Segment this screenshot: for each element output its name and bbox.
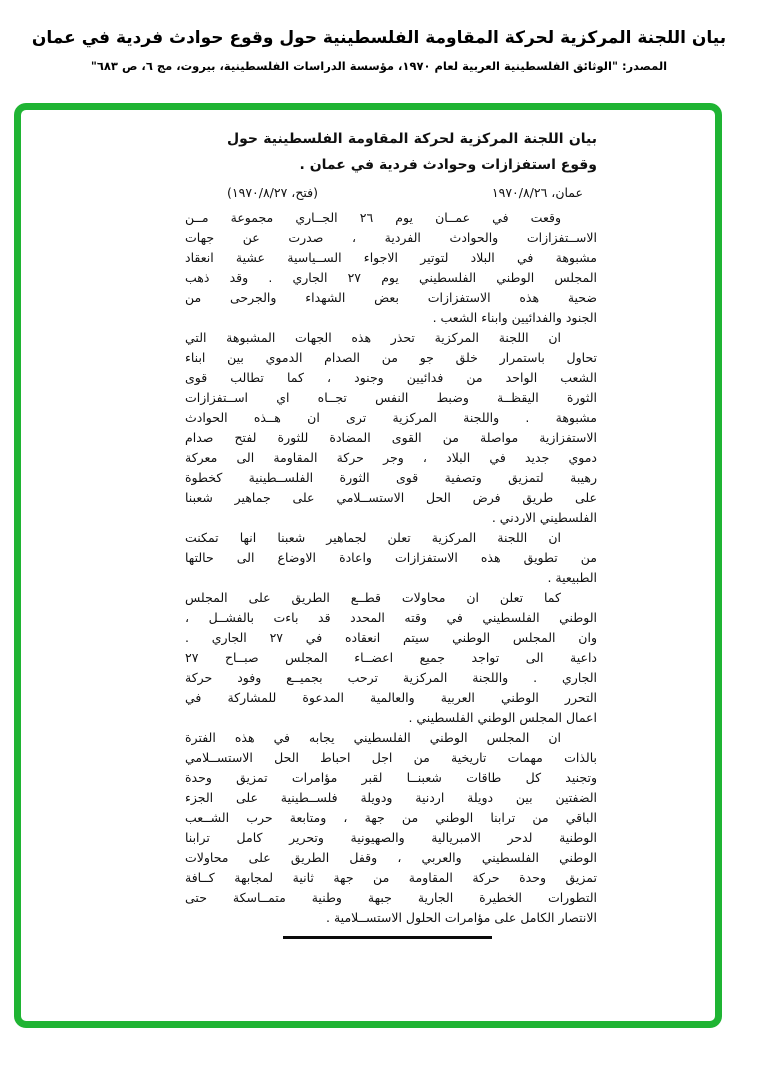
date-fatah: (فتح، ١٩٧٠/٨/٢٧) (227, 185, 319, 200)
page-title: بيان اللجنة المركزية لحركة المقاومة الفلسطينية حول وقوع حوادث فردية في عمان (31, 28, 727, 48)
text-line: الشعب الواحد من فدائيين وجنود ، كما تطالب قوى (185, 370, 597, 385)
date-line (185, 178, 597, 208)
text-line: رهيبة لتمزيق وتصفية قوى الثورة الفلســطينية كخطوة (185, 470, 597, 485)
text-line: مشبوهة . واللجنة المركزية ترى ان هــذه الحوادث (185, 410, 597, 425)
paragraph (185, 208, 597, 328)
text-line: اعمال المجلس الوطني الفلسطيني . (408, 710, 597, 725)
text-line: ان المجلس الوطني الفلسطيني يجابه في هذه الفترة (185, 730, 561, 745)
text-line: وقعت في عمــان يوم ٢٦ الجــاري مجموعة مــن (185, 210, 561, 225)
text-line: كما تعلن ان محاولات قطــع الطريق على المجلس (185, 590, 561, 605)
text-line: بالذات مهمات تاريخية من اجل احباط الحل الاستســلامي (185, 750, 597, 765)
paragraph (185, 728, 597, 928)
paragraph (185, 528, 597, 588)
text-line: الفلسطيني الاردني . (491, 510, 597, 525)
text-line: الاستفزازية مواصلة من القوى المضادة للثورة لفتح صدام (185, 430, 597, 445)
document-title (227, 126, 597, 178)
source-citation: المصدر: "الوثائق الفلسطينية العربية لعام ١٩٧٠، مؤسسة الدراسات الفلسطينية، بيروت، مج ٦، ص ٦٨٣" (90, 59, 668, 73)
text-line: الجنود والفدائيين وابناء الشعب . (432, 310, 597, 325)
end-of-document-rule (283, 936, 492, 939)
text-line: التحرر الوطني العربية والعالمية المدعوة للمشاركة في (185, 690, 597, 705)
text-line: الضفتين بين دويلة اردنية ودويلة فلســطينية على الجزء (185, 790, 597, 805)
page-header (0, 0, 758, 74)
text-line: ضحية هذه الاستفزازات بعض الشهداء والجرحى من (185, 290, 597, 305)
text-line: وقوع استفزازات وحوادث فردية في عمان . (299, 157, 597, 173)
text-line: وتجنيد كل طاقات شعبنــا لقبر مؤامرات تمزيق وحدة (185, 770, 597, 785)
text-line: ان اللجنة المركزية تحذر هذه الجهات المشبوهة التي (185, 330, 561, 345)
text-line: ان اللجنة المركزية تعلن لجماهير شعبنا انها تمكنت (185, 530, 561, 545)
text-line: الباقي من ترابنا الوطني من جهة ، ومتابعة حرب الشــعب (185, 810, 597, 825)
text-line: الوطنية لدحر الامبريالية والصهيونية وتحرير كامل ترابنا (185, 830, 597, 845)
paragraph (185, 328, 597, 528)
text-line: الثورة اليقظــة وضبط النفس تجــاه اي اســتفزازات (185, 390, 597, 405)
text-line: مشبوهة في البلاد لتوتير الاجواء الســياسية عشية انعقاد (185, 250, 597, 265)
text-line: على طريق فرض الحل الاستســلامي على جماهير شعبنا (185, 490, 597, 505)
date-place: عمان، ١٩٧٠/٨/٢٦ (491, 185, 583, 200)
text-line: الطبيعية . (547, 570, 597, 585)
text-line: الوطني الفلسطيني والعربي ، وقفل الطريق على محاولات (185, 850, 597, 865)
text-line: الانتصار الكامل على مؤامرات الحلول الاستســلامية . (326, 910, 597, 925)
text-line: المجلس الوطني الفلسطيني يوم ٢٧ الجاري . وقد ذهب (185, 270, 597, 285)
text-line: الاســتفزازات والحوادث الفردية ، صدرت عن جهات (185, 230, 597, 245)
text-line: داعية الى تواجد جميع اعضــاء المجلس صبــاح ٢٧ (185, 650, 597, 665)
text-line: الجاري . واللجنة المركزية ترحب بجميــع وفود حركة (185, 670, 597, 685)
document-body (185, 126, 597, 928)
text-line: بيان اللجنة المركزية لحركة المقاومة الفلسطينية حول (227, 131, 597, 147)
text-line: من تطويق هذه الاستفزازات واعادة الاوضاع الى حالتها (185, 550, 597, 565)
text-line: التطورات الخطيرة الجارية جبهة وطنية متمــاسكة حتى (185, 890, 597, 905)
text-line: تحاول باستمرار خلق جو من الصدام الدموي بين ابناء (185, 350, 597, 365)
text-line: وان المجلس الوطني سيتم انعقاده في ٢٧ الجاري . (185, 630, 597, 645)
text-line: تمزيق وحدة حركة المقاومة من جهة ثانية لمجابهة كــافة (185, 870, 597, 885)
paragraph (185, 588, 597, 728)
text-line: دموي جديد في البلاد ، وجر حركة المقاومة الى معركة (185, 450, 597, 465)
text-line: الوطني الفلسطيني في وقته المحدد قد باءت بالفشــل ، (185, 610, 597, 625)
